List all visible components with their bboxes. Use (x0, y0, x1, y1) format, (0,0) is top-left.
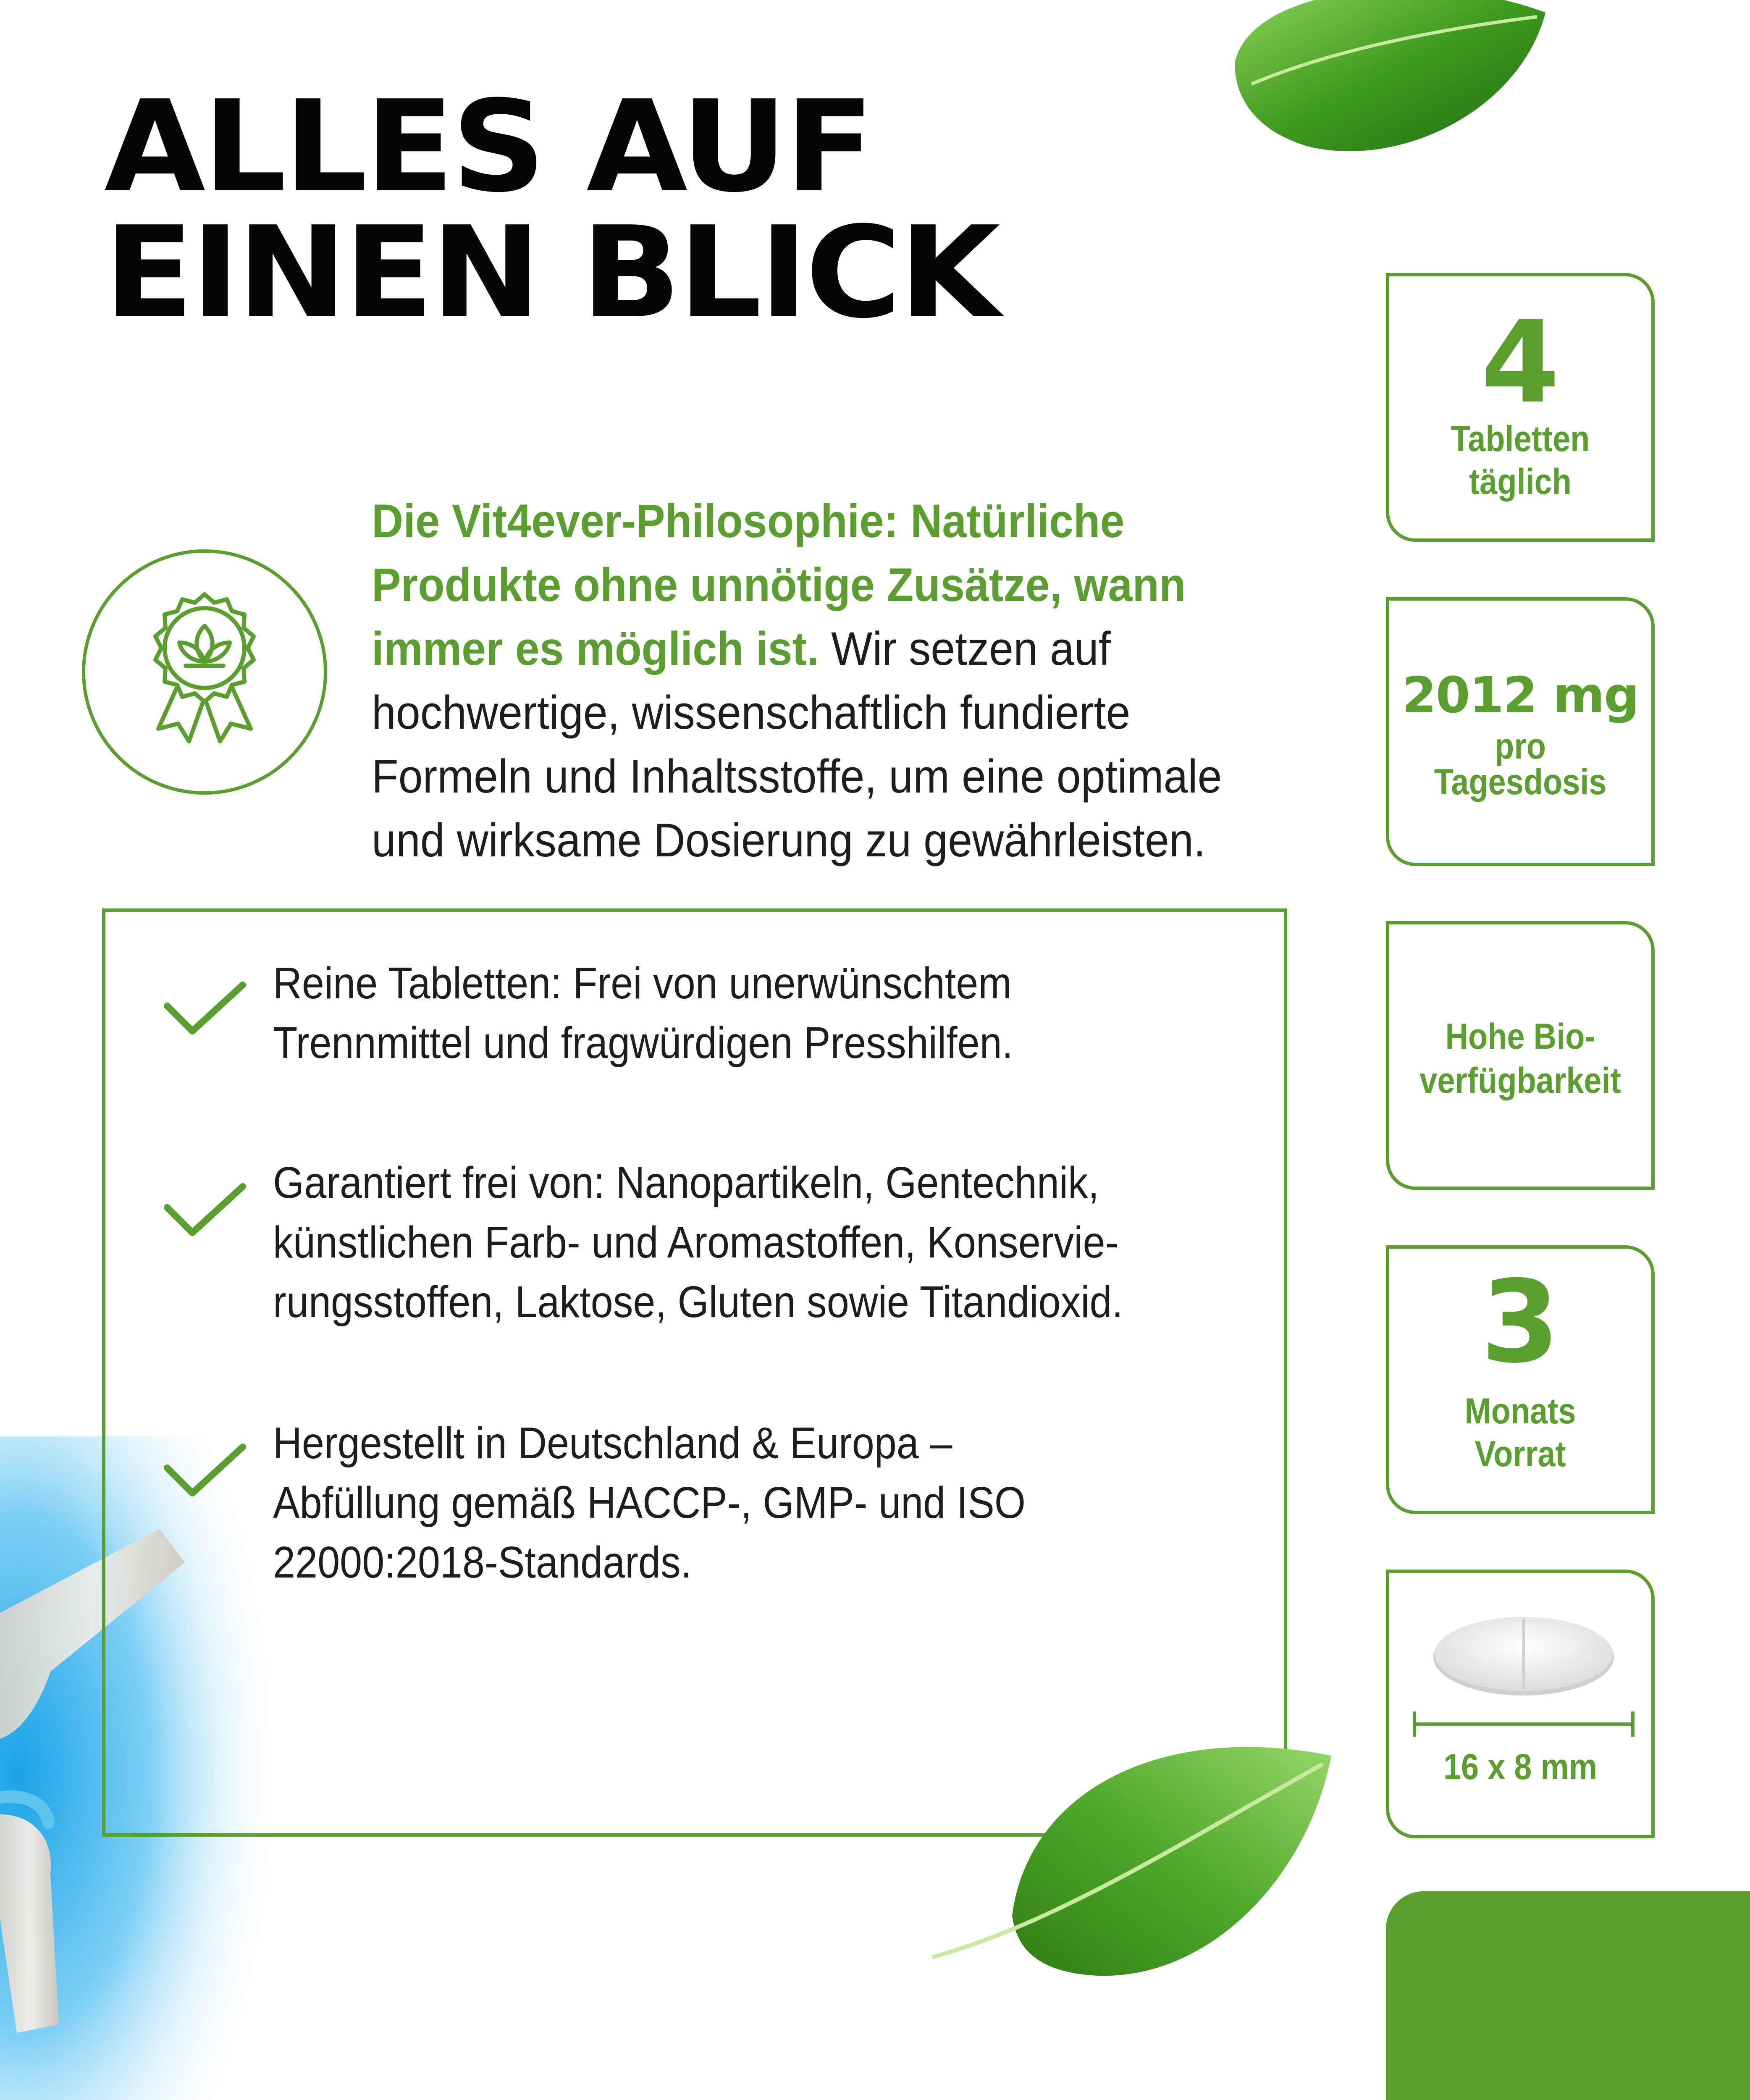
accent-block (1386, 1891, 1750, 2100)
feature-2-line-2: künstlichen Farb- und Aromastoffen, Konservie- (273, 1218, 1119, 1267)
feature-2-line-1: Garantiert frei von: Nanopartikeln, Gentechnik, (273, 1158, 1099, 1208)
stat-tablet-size (1386, 1570, 1655, 1838)
stat-dose-value: 2012 mg (1402, 666, 1639, 724)
feature-2-line-3: rungsstoffen, Laktose, Gluten sowie Titandioxid. (273, 1277, 1123, 1327)
stat-size-label: 16 x 8 mm (1443, 1747, 1598, 1787)
stat-supply (1386, 1245, 1655, 1514)
stat-supply-label-1: Monats (1464, 1391, 1576, 1431)
feature-3-line-3: 22000:2018-Standards. (273, 1538, 692, 1587)
stat-supply-value: 3 (1481, 1256, 1560, 1388)
title-line-1: ALLES AUF (104, 74, 872, 220)
checkmark-icon (163, 981, 247, 1044)
stat-supply-label-2: Vorrat (1475, 1434, 1566, 1474)
leaf-bottom-decoration (928, 1705, 1340, 1987)
award-rosette-leaf-icon (81, 548, 328, 796)
intro-text: Wir setzen auf hochwertige, wissenschaftlich fundierte Formeln und Inhaltsstoffe, um eine optimale und wirksame Dosierung zu gewährleisten. (372, 622, 1222, 866)
stat-tablets-daily (1386, 273, 1655, 542)
stat-tablets-label-1: Tabletten (1451, 419, 1590, 459)
stat-tablets-label-2: täglich (1469, 462, 1572, 502)
feature-item-made-in-germany (273, 1413, 1142, 1592)
stat-daily-dose (1386, 597, 1655, 866)
feature-3-line-1: Hergestellt in Deutschland & Europa – (273, 1418, 952, 1468)
stat-dose-label-1: pro (1495, 726, 1546, 766)
title-line-2: EINEN BLICK (104, 200, 998, 346)
feature-3-line-2: Abfüllung gemäß HACCP-, GMP- und ISO (273, 1478, 1026, 1528)
feature-item-pure-tablets (273, 953, 1142, 1073)
feature-1-line-1: Reine Tabletten: Frei von unerwünschtem (273, 958, 1012, 1008)
tablet-icon (1431, 1613, 1616, 1697)
stat-tablets-value: 4 (1481, 296, 1560, 428)
page-title (104, 74, 998, 346)
stat-bio-label-2: verfügbarkeit (1419, 1060, 1621, 1101)
stat-dose-label-2: Tagesdosis (1434, 762, 1607, 802)
feature-item-free-from (273, 1153, 1142, 1332)
measurement-line-icon (1412, 1709, 1635, 1739)
stat-bio-label-1: Hohe Bio- (1445, 1016, 1595, 1057)
intro-highlight: Die Vit4ever-Philosophie: Natürliche Produkte ohne unnötige Zusätze, wann immer es möglich ist. (372, 495, 1186, 675)
intro-paragraph (372, 489, 1246, 872)
leaf-top-decoration (1226, 0, 1554, 168)
checkmark-icon (163, 1182, 247, 1245)
feature-1-line-2: Trennmittel und fragwürdigen Presshilfen. (273, 1018, 1013, 1068)
stat-bioavailability (1386, 921, 1655, 1190)
checkmark-icon (163, 1443, 247, 1506)
